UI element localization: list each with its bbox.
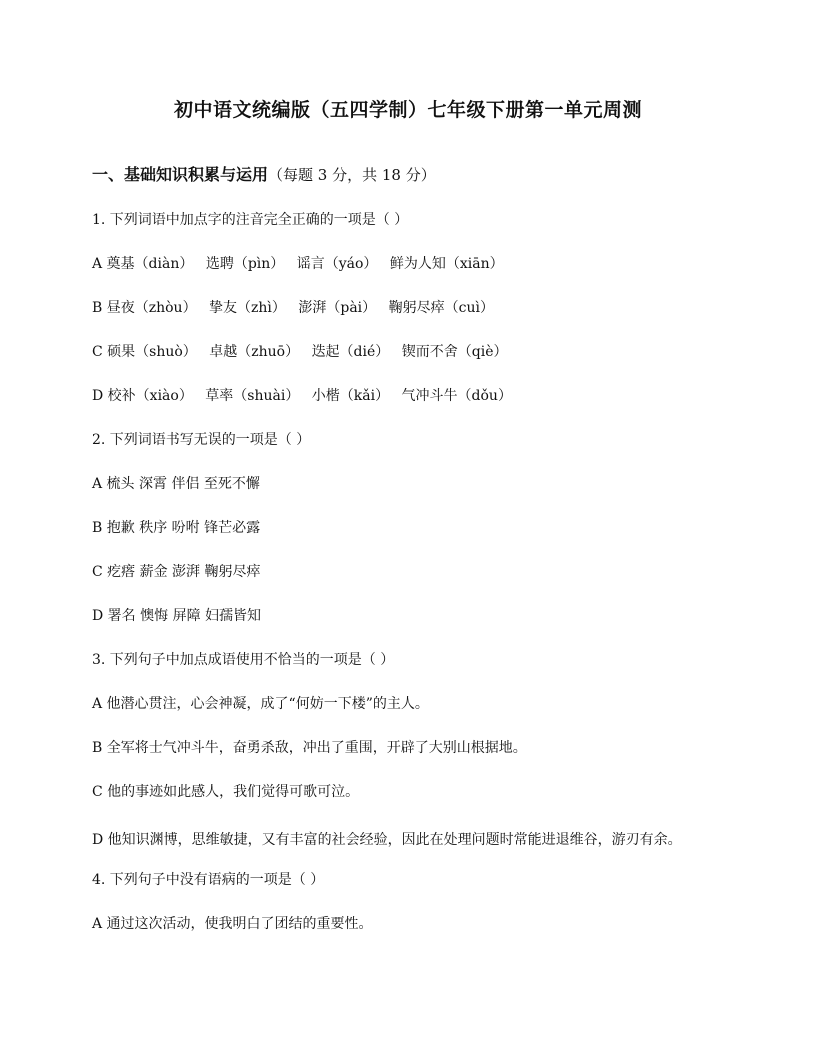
option-term: 小楷（kǎi） [311,388,390,404]
option-term: 选聘（pìn） [205,256,285,272]
option-term: 迭起（dié） [311,344,390,360]
option-term: B 昼夜（zhòu） [92,300,197,316]
question-2-option-a: A 梳头 深霄 伴侣 至死不懈 [92,476,260,492]
section-heading-text: 一、基础知识积累与运用 [92,165,269,184]
question-2-stem: 2. 下列词语书写无误的一项是（ ） [92,432,311,448]
option-term: 锲而不舍（qiè） [401,344,508,360]
option-term: 鲜为人知（xiān） [389,256,504,272]
question-3-option-c: C 他的事迹如此感人，我们觉得可歌可泣。 [92,784,360,800]
option-term: 鞠躬尽瘁（cuì） [388,300,494,316]
question-1-stem: 1. 下列词语中加点字的注音完全正确的一项是（ ） [92,212,409,228]
option-term: 澎湃（pài） [298,300,377,316]
option-term: C 硕果（shuò） [92,344,197,360]
question-3-option-b: B 全军将士气冲斗牛，奋勇杀敌，冲出了重围，开辟了大别山根据地。 [92,740,527,756]
option-term: D 校补（xiào） [92,388,193,404]
question-4-stem: 4. 下列句子中没有语病的一项是（ ） [92,872,325,888]
question-2-option-b: B 抱歉 秩序 吩咐 锋芒必露 [92,520,261,536]
question-3-stem: 3. 下列句子中加点成语使用不恰当的一项是（ ） [92,652,395,668]
question-1-option-a [92,254,724,274]
option-term: 卓越（zhuō） [209,344,300,360]
option-term: 挚友（zhì） [209,300,286,316]
option-term: 草率（shuài） [205,388,300,404]
question-1-option-d [92,386,724,406]
question-1-option-c [92,342,724,362]
question-3-option-a: A 他潜心贯注，心会神凝，成了“何妨一下楼”的主人。 [92,696,429,712]
page-title: 初中语文统编版（五四学制）七年级下册第一单元周测 [173,99,642,121]
question-2-option-c: C 疙瘩 薪金 澎湃 鞠躬尽瘁 [92,564,261,580]
option-term: 谣言（yáo） [296,256,378,272]
question-2-option-d: D 署名 懊悔 屏障 妇孺皆知 [92,608,262,624]
option-term: 气冲斗牛（dǒu） [401,388,512,404]
question-1-option-b [92,298,724,318]
section-heading [92,164,724,186]
option-term: A 奠基（diàn） [92,256,194,272]
section-score: （每题 3 分，共 18 分） [268,166,436,184]
question-3-option-d: D 他知识渊博，思维敏捷，又有丰富的社会经验，因此在处理问题时常能进退维谷，游刃有余。 [92,832,682,848]
question-4-option-a: A 通过这次活动，使我明白了团结的重要性。 [92,916,373,932]
